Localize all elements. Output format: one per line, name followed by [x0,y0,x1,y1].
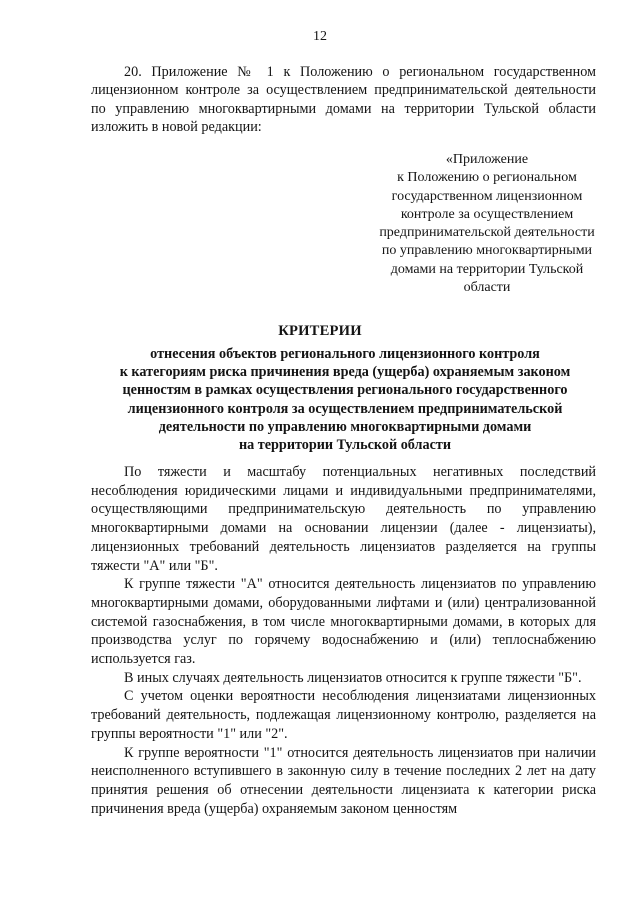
criteria-title: КРИТЕРИИ [278,323,362,339]
appendix-line: к Положению о региональном [397,170,577,186]
criteria-subtitle-line: к категориям риска причинения вреда (ущерба) охраняемым законом [119,364,571,381]
body-paragraph: По тяжести и масштабу потенциальных негативных последствий несоблюдения юридическими лицами и индивидуальными предпринимателями, осуществляющими предпринимательскую деятельность по управлению многоквартирными домами на основании лицензии (далее - лицензиаты), лицензионных требований деятельность лицензиатов разделяется на группы тяжести "А" или "Б". [91,464,596,574]
appendix-header [342,151,632,297]
appendix-line: области [463,280,511,296]
appendix-line: контроле за осуществлением [400,206,574,222]
body-paragraph: В иных случаях деятельность лицензиатов относится к группе тяжести "Б". [124,669,582,686]
criteria-subtitle-line: деятельности по управлению многоквартирными домами [158,418,532,435]
criteria-subtitle-line: отнесения объектов регионального лицензионного контроля [150,346,540,362]
criteria-subtitle-line: на территории Тульской области [238,437,452,454]
criteria-subtitle-line: ценностям в рамках осуществления регионального государственного [122,382,568,399]
criteria-subtitle-line: лицензионного контроля за осуществлением предпринимательской [127,400,563,417]
criteria-subtitle [60,345,630,454]
appendix-line: предпринимательской деятельности [379,225,595,241]
body-paragraph: К группе вероятности "1" относится деятельность лицензиатов при наличии неисполненного вступившего в законную силу в течение последних 2 лет на дату принятия решения об отнесении деятельности лицензиата к категории риска причинения вреда (ущерба) охраняемым законом ценностям [91,744,596,817]
body-paragraph: С учетом оценки вероятности несоблюдения лицензиатами лицензионных требований деятельность, подлежащая лицензионному контролю, разделяется на группы вероятности "1" или "2". [91,688,596,742]
body-text [91,463,596,818]
appendix-line: домами на территории Тульской [390,261,584,277]
intro-paragraph: 20. Приложение № 1 к Положению о региональном государственном лицензионном контроле за осуществлением предпринимательской деятельности по управлению многоквартирными домами на территории Тульской области изложить в новой редакции: [91,64,596,136]
appendix-line: «Приложение [445,152,529,167]
page-number: 12 [313,29,327,44]
appendix-line: по управлению многоквартирными [381,243,593,259]
body-paragraph: К группе тяжести "А" относится деятельность лицензиатов по управлению многоквартирными домами, оборудованными лифтами и (или) централизованной системой газоснабжения, в том числе многоквартирными домами, в которых для производства услуг по горячему водоснабжению и (или) теплоснабжению используется газ. [91,576,596,668]
appendix-line: государственном лицензионном [391,188,583,204]
